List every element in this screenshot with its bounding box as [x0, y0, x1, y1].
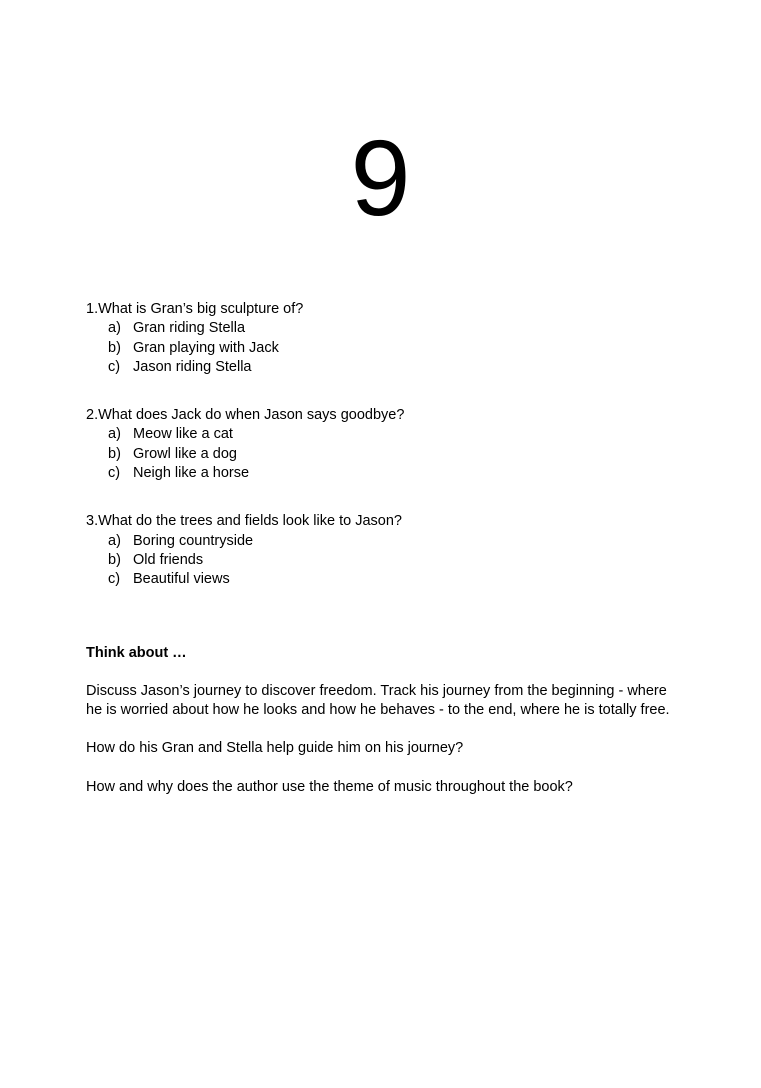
option-text: Gran riding Stella	[133, 320, 246, 337]
option	[86, 358, 686, 377]
discussion-paragraph: How and why does the author use the theme of music throughout the book?	[86, 778, 573, 795]
option	[86, 339, 686, 358]
question	[86, 512, 686, 589]
option-letter: a)	[108, 320, 121, 337]
content	[86, 300, 686, 797]
option-letter: b)	[108, 445, 121, 462]
question	[86, 406, 686, 483]
option-letter: c)	[108, 358, 121, 375]
option-letter: c)	[108, 465, 121, 482]
option-letter: a)	[108, 426, 121, 443]
discussion-paragraph: How do his Gran and Stella help guide him on his journey?	[86, 740, 464, 757]
option	[86, 445, 686, 464]
option	[86, 464, 686, 483]
option-text: Jason riding Stella	[133, 358, 252, 375]
option-letter: b)	[108, 339, 121, 356]
question-text: 2.What does Jack do when Jason says goodbye?	[86, 407, 405, 424]
question-text: 1.What is Gran’s big sculpture of?	[86, 301, 304, 317]
option	[86, 319, 686, 338]
option	[86, 551, 686, 570]
discussion-paragraph: Discuss Jason’s journey to discover freedom. Track his journey from the beginning - where he is worried about how he looks and how he behaves - to the end, where he is totally free.	[86, 682, 670, 719]
option-text: Beautiful views	[133, 571, 230, 588]
option-list	[86, 319, 686, 377]
question-text: 3.What do the trees and fields look like to Jason?	[86, 513, 402, 530]
option-text: Growl like a dog	[133, 445, 237, 462]
option-text: Meow like a cat	[133, 426, 233, 443]
option	[86, 425, 686, 444]
question	[86, 300, 686, 377]
option-list	[86, 532, 686, 590]
option-text: Gran playing with Jack	[133, 339, 279, 356]
chapter-number: 9	[350, 117, 411, 238]
option-list	[86, 425, 686, 483]
option-text: Neigh like a horse	[133, 465, 250, 482]
option	[86, 570, 686, 589]
option-letter: b)	[108, 551, 121, 568]
option-letter: c)	[108, 571, 121, 588]
option-letter: a)	[108, 532, 121, 549]
think-about-heading: Think about …	[86, 644, 187, 661]
option-text: Boring countryside	[133, 532, 254, 549]
option-text: Old friends	[133, 551, 204, 568]
option	[86, 532, 686, 551]
